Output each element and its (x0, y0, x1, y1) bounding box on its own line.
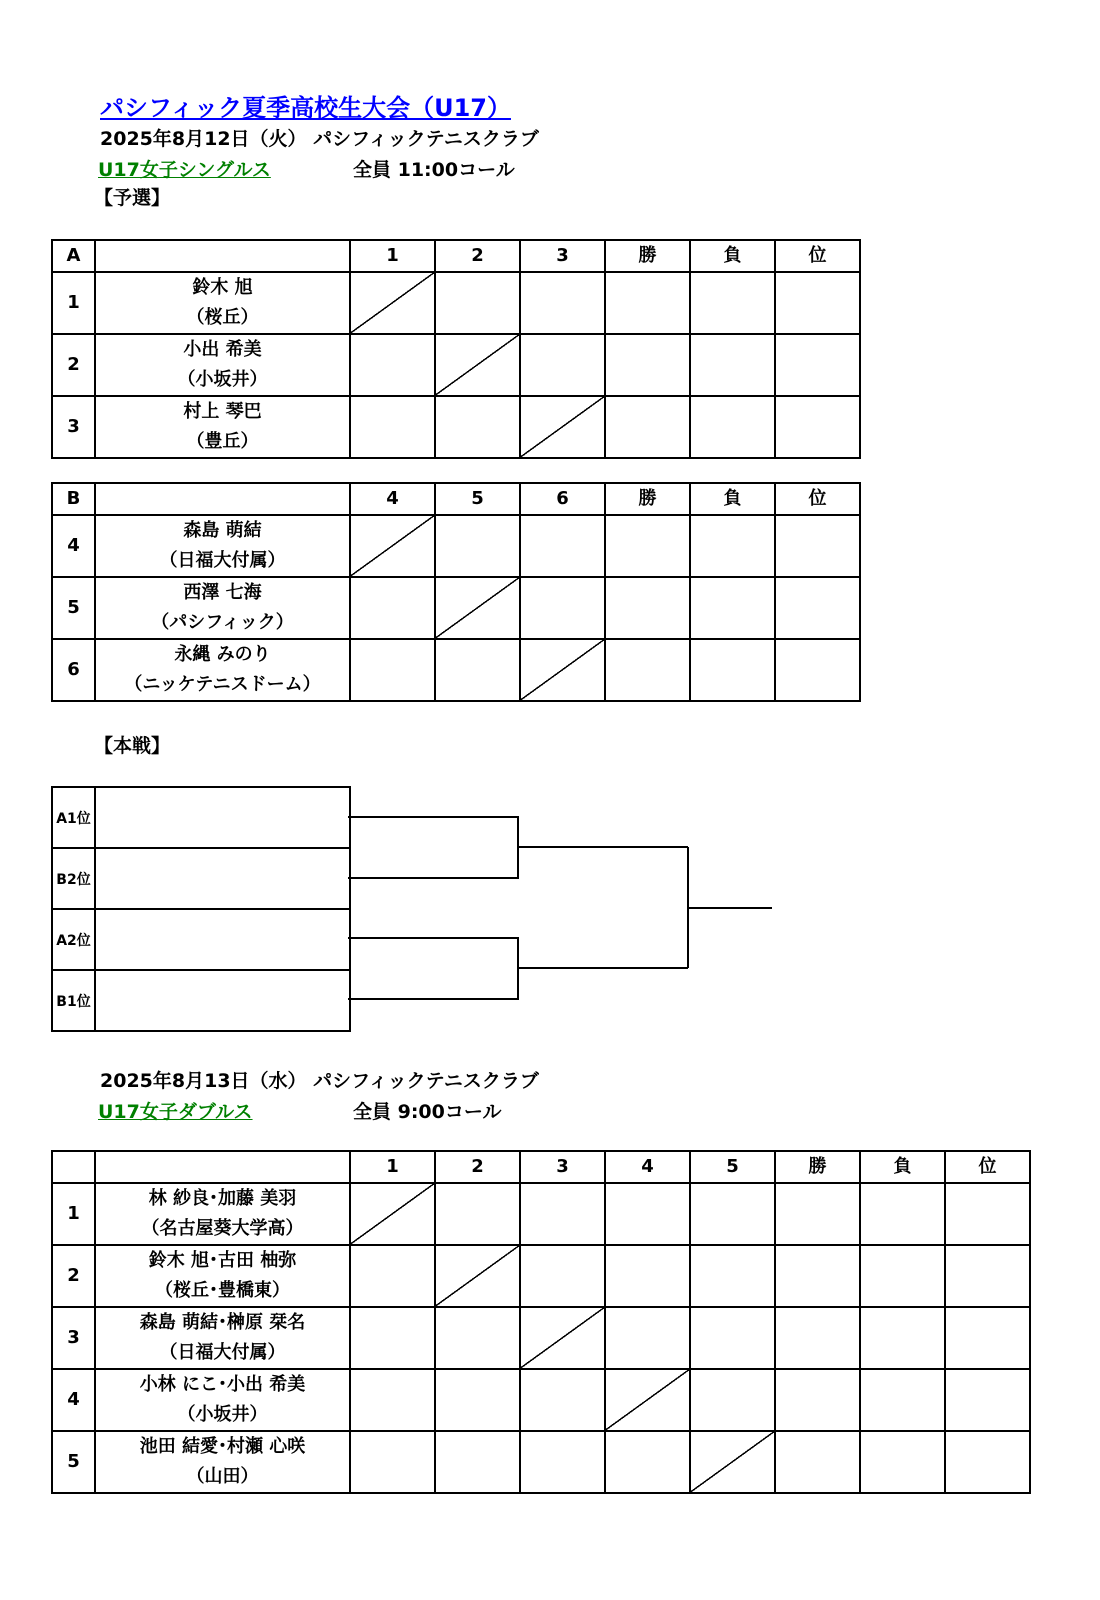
row-number: 1 (52, 1183, 95, 1245)
diagonal-cell (435, 1245, 520, 1307)
player-team: （豊丘） (186, 431, 259, 452)
pair-names: 林 紗良･加藤 美羽 (148, 1188, 297, 1209)
pair-names: 小林 にこ･小出 希美 (139, 1374, 306, 1395)
row-number: 3 (52, 1307, 95, 1369)
score-cell (520, 1183, 605, 1245)
slot-label: B1位 (52, 970, 95, 1031)
player-team: （桜丘） (186, 307, 259, 328)
header-cell: 5 (435, 483, 520, 515)
header-cell: 2 (435, 1151, 520, 1183)
group-label: A (52, 240, 95, 272)
score-cell (435, 1369, 520, 1431)
player-name: 村上 琴巴 (183, 401, 262, 422)
pair-team: （山田） (186, 1466, 259, 1487)
wins-cell (775, 1183, 860, 1245)
losses-cell (860, 1245, 945, 1307)
player-name: 鈴木 旭 (192, 277, 253, 298)
pair-cell (95, 1369, 350, 1431)
score-cell (435, 1431, 520, 1493)
score-cell (690, 1245, 775, 1307)
score-cell (350, 1307, 435, 1369)
corner-cell (52, 1151, 95, 1183)
player-name: 森島 萌結 (183, 520, 262, 541)
score-cell (690, 1369, 775, 1431)
singles-date-venue: 2025年8月12日（火） パシフィックテニスクラブ (100, 128, 539, 150)
diagonal-cell (690, 1431, 775, 1493)
player-name: 永縄 みのり (174, 644, 271, 665)
pair-team: （桜丘･豊橋東） (155, 1280, 290, 1301)
score-cell (520, 1369, 605, 1431)
header-cell: 負 (860, 1151, 945, 1183)
header-cell: 4 (350, 483, 435, 515)
player-team: （小坂井） (177, 369, 268, 390)
score-cell (350, 1431, 435, 1493)
table-row (52, 1245, 1030, 1307)
score-cell (690, 1307, 775, 1369)
diagonal-cell (605, 1369, 690, 1431)
header-cell: 4 (605, 1151, 690, 1183)
pair-cell (95, 1183, 350, 1245)
header-cell: 1 (350, 1151, 435, 1183)
header-cell: 3 (520, 240, 605, 272)
score-cell (605, 1307, 690, 1369)
row-number: 1 (52, 272, 95, 334)
score-cell (605, 1183, 690, 1245)
losses-cell (860, 1369, 945, 1431)
header-cell: 負 (690, 240, 775, 272)
bracket-line-semi-1 (348, 817, 518, 878)
doubles-date-venue: 2025年8月13日（水） パシフィックテニスクラブ (100, 1070, 539, 1092)
row-number: 3 (52, 396, 95, 458)
score-cell (605, 1245, 690, 1307)
header-cell: 5 (690, 1151, 775, 1183)
slot-label: A2位 (52, 909, 95, 970)
header-cell: 勝 (605, 240, 690, 272)
row-number: 6 (52, 639, 95, 701)
group-label: B (52, 483, 95, 515)
table-row (52, 1183, 1030, 1245)
table-row (52, 1369, 1030, 1431)
pair-team: （日福大付属） (159, 1342, 286, 1363)
header-cell: 6 (520, 483, 605, 515)
score-cell (435, 1183, 520, 1245)
table-row (52, 1307, 1030, 1369)
header-cell: 勝 (605, 483, 690, 515)
rank-cell (945, 1431, 1030, 1493)
row-number: 4 (52, 515, 95, 577)
diagonal-cell (520, 1307, 605, 1369)
pair-names: 鈴木 旭･古田 柚弥 (148, 1250, 297, 1271)
header-cell: 1 (350, 240, 435, 272)
slot-label: B2位 (52, 848, 95, 909)
wins-cell (775, 1369, 860, 1431)
losses-cell (860, 1431, 945, 1493)
prelim-label: 【予選】 (94, 187, 171, 209)
header-cell: 2 (435, 240, 520, 272)
score-cell (605, 1431, 690, 1493)
pair-names: 森島 萌結･榊原 栞名 (139, 1312, 306, 1333)
losses-cell (860, 1307, 945, 1369)
player-team: （パシフィック） (151, 612, 294, 633)
score-cell (520, 1431, 605, 1493)
pair-team: （名古屋葵大学高） (141, 1218, 304, 1239)
score-cell (350, 1245, 435, 1307)
row-number: 4 (52, 1369, 95, 1431)
pair-cell (95, 1245, 350, 1307)
pair-names: 池田 結愛･村瀬 心咲 (139, 1436, 306, 1457)
header-cell: 位 (775, 240, 860, 272)
player-name: 西澤 七海 (183, 582, 262, 603)
main-draw-label: 【本戦】 (94, 735, 171, 757)
rank-cell (945, 1307, 1030, 1369)
pair-team: （小坂井） (177, 1404, 268, 1425)
header-cell: 位 (945, 1151, 1030, 1183)
name-header-cell (95, 1151, 350, 1183)
doubles-table (51, 1150, 1031, 1494)
score-cell (690, 1183, 775, 1245)
score-cell (350, 1369, 435, 1431)
table-row (52, 1431, 1030, 1493)
page-title: パシフィック夏季高校生大会（U17） (100, 94, 511, 122)
header-cell: 勝 (775, 1151, 860, 1183)
row-number: 5 (52, 1431, 95, 1493)
header-cell: 位 (775, 483, 860, 515)
wins-cell (775, 1307, 860, 1369)
header-cell: 3 (520, 1151, 605, 1183)
wins-cell (775, 1245, 860, 1307)
player-team: （日福大付属） (159, 550, 286, 571)
singles-call-time: 全員 11:00コール (353, 159, 515, 181)
player-name: 小出 希美 (183, 339, 262, 360)
bracket-line-semi-2 (348, 938, 518, 999)
rank-cell (945, 1183, 1030, 1245)
slot-label: A1位 (52, 787, 95, 848)
score-cell (435, 1307, 520, 1369)
pair-cell (95, 1307, 350, 1369)
header-cell: 負 (690, 483, 775, 515)
row-number: 5 (52, 577, 95, 639)
doubles-call-time: 全員 9:00コール (353, 1101, 502, 1123)
doubles-event-title: U17女子ダブルス (98, 1101, 253, 1123)
singles-event-title: U17女子シングルス (98, 159, 271, 181)
score-cell (520, 1245, 605, 1307)
rank-cell (945, 1245, 1030, 1307)
player-team: （ニッケテニスドーム） (124, 674, 321, 695)
row-number: 2 (52, 1245, 95, 1307)
doubles-header-row (52, 1151, 1030, 1183)
wins-cell (775, 1431, 860, 1493)
diagonal-cell (350, 1183, 435, 1245)
losses-cell (860, 1183, 945, 1245)
rank-cell (945, 1369, 1030, 1431)
pair-cell (95, 1431, 350, 1493)
row-number: 2 (52, 334, 95, 396)
